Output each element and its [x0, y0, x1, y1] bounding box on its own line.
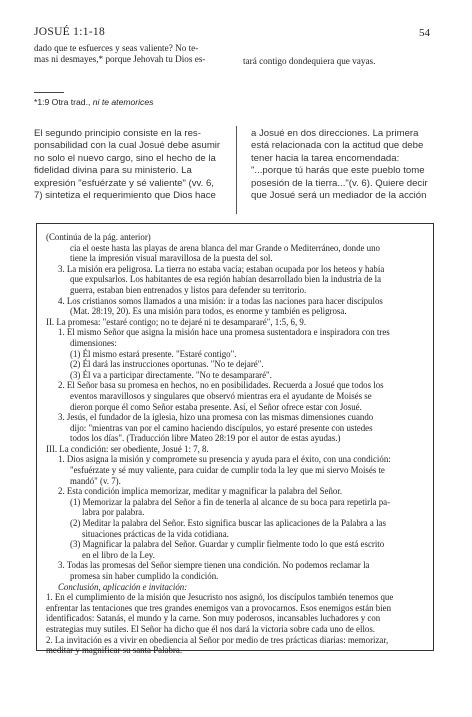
study-line: ponsabilidad con la cual Josué debe asumir [34, 140, 221, 152]
outline-line: (Mat. 28:19, 20). Es una misión para todos, es enorme y también es peligrosa. [70, 306, 347, 317]
outline-line: 1. El mismo Señor que asigna la misión hace una promesa sustentadora e inspiradora con tres [58, 327, 390, 338]
outline-line: eventos maravillosos y singulares que observó mientras era el ayudante de Moisés se [70, 390, 372, 401]
outline-line: (2) Él dará las instrucciones oportunas. "No te dejaré". [70, 359, 264, 370]
study-line: no solo el nuevo cargo, sino el hecho de la [34, 152, 216, 164]
outline-line: labra por palabra. [82, 507, 145, 518]
outline-line: todos los días". (Traducción libre Mateo 28:19 por el autor de estas ayudas.) [70, 433, 341, 444]
footnote-ref: *1:9 Otra trad., [34, 97, 93, 107]
footnote [34, 97, 153, 107]
outline-line: cia el oeste hasta las playas de arena blanca del mar Grande o Mediterráneo, donde uno [70, 242, 380, 253]
sermon-outline-content [46, 232, 428, 656]
outline-line: dimensiones: [70, 337, 117, 348]
outline-line: dieron porque él como Señor estaba presente. Así, el Señor ofrece estar con Josué. [70, 401, 362, 412]
study-column-left [34, 128, 221, 202]
study-line: posesión de la tierra..."(v. 6). Quiere decir [251, 177, 428, 189]
outline-line: 2. El Señor basa su promesa en hechos, no en posibilidades. Recuerda a Josué que todos los [58, 380, 384, 391]
outline-line: (1) Memorizar la palabra del Señor a fin de tenerla al alcance de su boca para repetirla pa- [70, 496, 391, 507]
outline-line: II. La promesa: "estaré contigo; no te dejaré ni te desampararé", 1:5, 6, 9. [46, 316, 307, 327]
outline-line: meditar y magnificar su santa Palabra. [46, 645, 183, 656]
study-line: 7) sintetiza el requerimiento que Dios hace [34, 190, 216, 202]
footnote-rule [34, 92, 64, 93]
outline-line: estrategias muy sutiles. El Señor ha dicho que él nos dará la victoria sobre cada uno de ellos. [46, 623, 376, 634]
page-header-title: JOSUÉ 1:1-18 [34, 26, 106, 38]
outline-line: que expulsarlos. Los habitantes de esa región habían desarrollado bien la industria de la [70, 274, 382, 285]
footnote-text: ni te atemorices [92, 97, 154, 107]
bible-text-right: tará contigo dondequiera que vayas. [243, 56, 376, 66]
outline-line: III. La condición: ser obediente, Josué 1: 7, 8. [46, 443, 209, 454]
outline-line: en el libro de la Ley. [82, 549, 155, 560]
study-line: que Josué será un mediador de la acción [251, 190, 427, 202]
outline-line: identificados: Satanás, el mundo y la carne. Son muy poderosos, incansables luchadores y con [46, 613, 381, 624]
outline-line: 1. Dios asigna la misión y compromete su presencia y ayuda para el éxito, con una condición: [58, 454, 391, 465]
outline-line: tiene la impresión visual maravillosa de la puesta del sol. [70, 253, 273, 264]
study-line: expresión "esfuérzate y sé valiente" (vv. 6, [34, 177, 214, 189]
outline-line: 3. Jesús, el fundador de la iglesia, hizo una promesa con las mismas dimensiones cuando [58, 412, 374, 423]
outline-line: 4. Los cristianos somos llamados a una misión: ir a todas las naciones para hacer discípulos [58, 295, 383, 306]
outline-line: 2. La invitación es a vivir en obediencia al Señor por medio de tres prácticas diarias: memorizar, [46, 634, 389, 645]
outline-line: (1) Él mismo estará presente. "Estaré contigo". [70, 348, 237, 359]
study-line: tener hacia la tarea encomendada: [251, 152, 400, 164]
outline-line: guerra, estaban bien entrenados y listos para defender su territorio. [70, 284, 307, 295]
outline-line: 2. Esta condición implica memorizar, meditar y magnificar la palabra del Señor. [58, 486, 343, 497]
bible-line: mas ni desmayes,* porque Jehovah tu Dios es- [34, 54, 206, 65]
page-number: 54 [419, 27, 430, 39]
bible-line: dado que te esfuerces y seas valiente? No te- [34, 43, 199, 53]
study-column-right [251, 128, 433, 202]
outline-line: mandó" (v. 7). [70, 475, 121, 486]
outline-line: dijo: "mientras van por el camino haciendo discípulos, yo estaré presente con ustedes [70, 422, 373, 433]
outline-line: (3) Magnificar la palabra del Señor. Guardar y cumplir fielmente todo lo que está escrito [70, 539, 385, 550]
study-line: está relacionada con la actitud que debe [251, 140, 424, 152]
column-divider [236, 126, 237, 214]
outline-line: 1. En el cumplimiento de la misión que Jesucristo nos asignó, los discípulos también tenemos que [46, 592, 394, 603]
outline-line: promesa sin haber cumplido la condición. [70, 571, 219, 581]
outline-line: (2) Meditar la palabra del Señor. Esto significa buscar las aplicaciones de la Palabra a las [70, 518, 386, 529]
study-line: "...porque tú harás que este pueblo tome [251, 165, 425, 177]
study-line: a Josué en dos direcciones. La primera [251, 128, 419, 139]
outline-line: 3. La misión era peligrosa. La tierra no estaba vacía; estaban ocupada por los hetеos y había [58, 263, 385, 274]
study-line: El segundo principio consiste en la res- [34, 128, 201, 139]
sermon-outline-box [36, 223, 434, 656]
outline-line: (3) Él va a participar directamente. "No te desampararé". [70, 369, 272, 380]
outline-line: Conclusión, aplicación e invitación: [58, 581, 188, 592]
outline-line: 3. Todas las promesas del Señor siempre tienen una condición. No podemos reclamar la [58, 560, 370, 571]
outline-line: enfrentar las tentaciones que tres grandes enemigos van a provocarnos. Esos enemigos están bien [46, 602, 392, 613]
bible-text-left [34, 43, 242, 65]
outline-line: situaciones prácticas de la vida cotidiana. [82, 528, 229, 539]
study-line: fidelidad divina para su ministerio. La [34, 165, 192, 177]
outline-line: "esfuérzate y sé muy valiente, para cuidar de cumplir toda la ley que mi siervo Moisés te [70, 465, 385, 476]
outline-line: (Continúa de la pág. anterior) [46, 232, 151, 242]
